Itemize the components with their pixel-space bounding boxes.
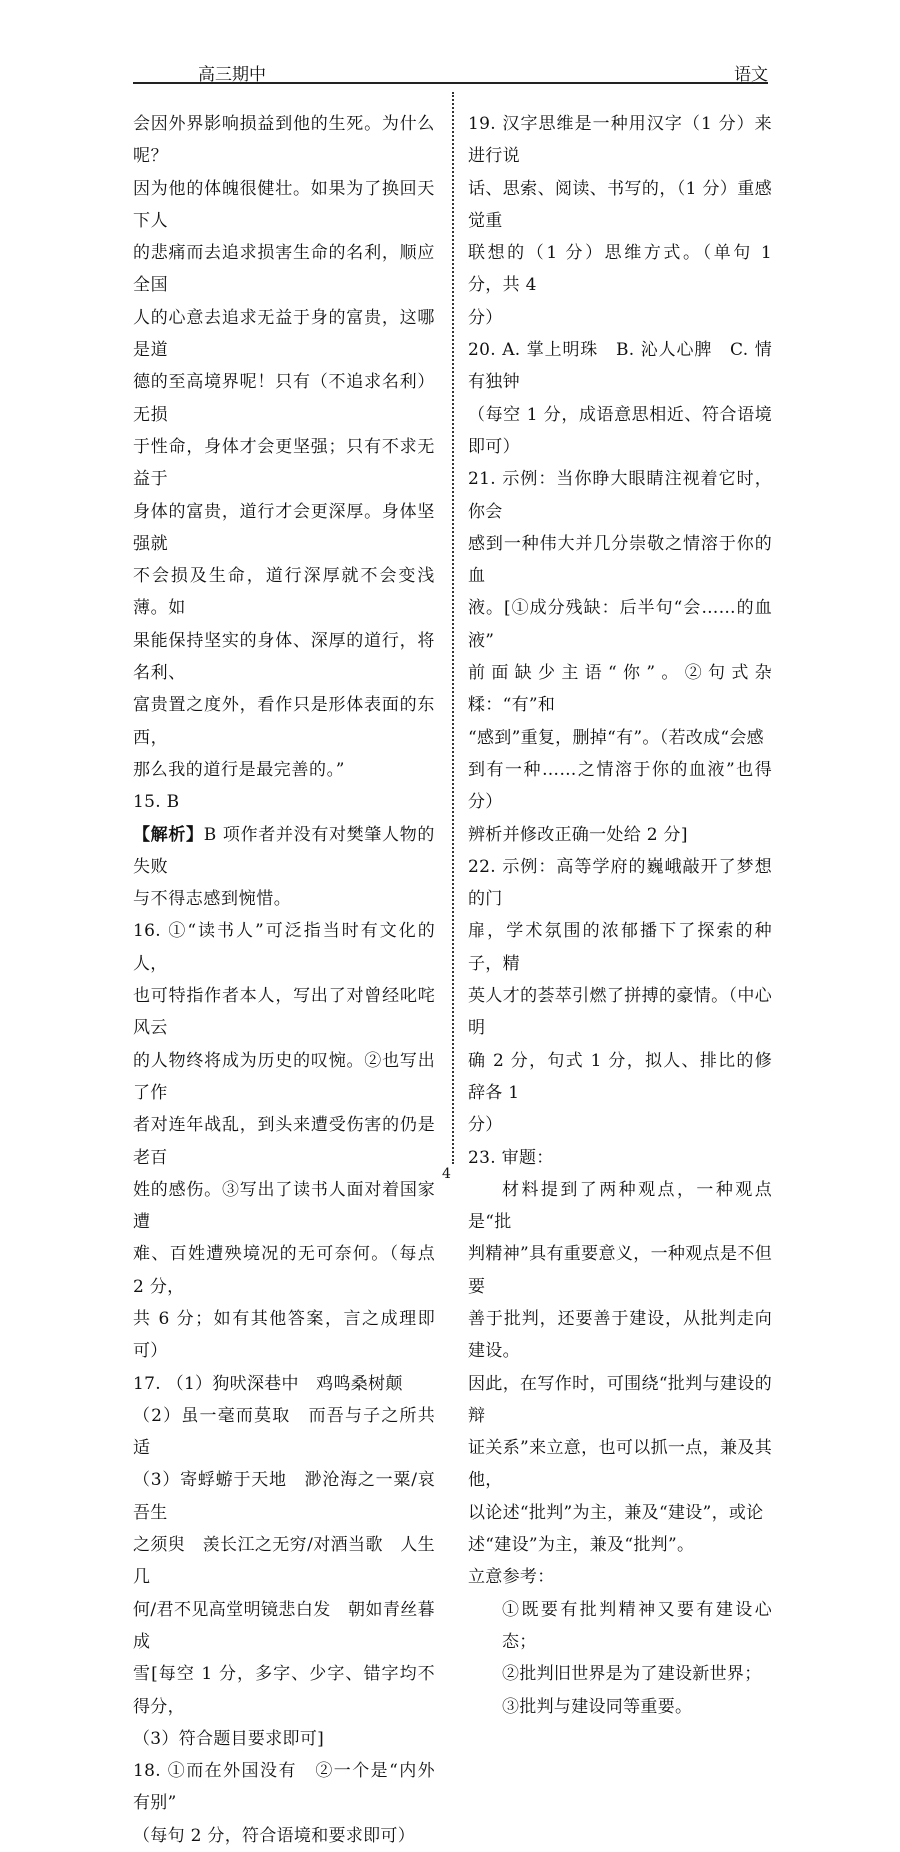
text-line: “感到”重复，删掉“有”。（若改成“会感 bbox=[468, 727, 764, 748]
text-line: 何/君不见高堂明镜悲白发 朝如青丝暮成 bbox=[133, 1599, 435, 1652]
q22-answer bbox=[468, 851, 772, 1142]
text-line: 16. ①“读书人”可泛指当时有文化的人， bbox=[133, 921, 435, 974]
text-line: （每句 2 分，符合语境和要求即可） bbox=[133, 1825, 416, 1846]
text-line: （2）虽一毫而莫取 而吾与子之所共适 bbox=[133, 1405, 435, 1459]
text-line: 于性命，身体才会更坚强；只有不求无益于 bbox=[133, 436, 435, 490]
text-line: （每空 1 分，成语意思相近、符合语境即可） bbox=[468, 404, 772, 457]
text-line: 述“建设”为主，兼及“批判”。 bbox=[468, 1535, 695, 1556]
text-line: 22. 示例：高等学府的巍峨敲开了梦想的门 bbox=[468, 856, 772, 910]
text-line: 身体的富贵，道行才会更深厚。身体坚强就 bbox=[133, 501, 435, 554]
q14-quote bbox=[133, 108, 435, 786]
text-line: 果能保持坚实的身体、深厚的道行，将名利、 bbox=[133, 630, 435, 684]
text-line: B 项作者并没有对樊肇人物的失败 bbox=[133, 824, 436, 877]
text-line: 分） bbox=[468, 307, 503, 328]
text-line: 善于批判，还要善于建设，从批判走向建设。 bbox=[468, 1308, 772, 1362]
text-line: （3）寄蜉蝣于天地 渺沧海之一粟/哀吾生 bbox=[133, 1470, 435, 1523]
page-header bbox=[133, 60, 768, 84]
text-line: 到有一种……之情溶于你的血液”也得分） bbox=[468, 759, 772, 813]
text-line: 话、思索、阅读、书写的，（1 分）重感觉重 bbox=[468, 178, 772, 231]
text-line: （3）符合题目要求即可] bbox=[133, 1728, 325, 1749]
q16-answer bbox=[133, 915, 435, 1367]
text-line: 确 2 分，句式 1 分，拟人、排比的修辞各 1 bbox=[468, 1050, 772, 1103]
text-line: 材料提到了两种观点，一种观点是“批 bbox=[468, 1179, 772, 1233]
text-line: 联想的（1 分）思维方式。（单句 1 分，共 4 bbox=[468, 243, 772, 296]
text-line: 与不得志感到惋惜。 bbox=[133, 889, 292, 910]
text-line: 因此，在写作时，可围绕“批判与建设的辩 bbox=[468, 1373, 772, 1426]
text-line: 会因外界影响损益到他的生死。为什么呢？ bbox=[133, 114, 435, 167]
text-line: 也可特指作者本人，写出了对曾经叱咤风云 bbox=[133, 986, 435, 1039]
text-line: 扉，学术氛围的浓郁播下了探索的种子，精 bbox=[468, 921, 772, 974]
text-line: 那么我的道行是最完善的。” bbox=[133, 759, 345, 780]
reference-item: ①既要有批判精神又要有建设心态； bbox=[502, 1599, 772, 1652]
text-line: 德的至高境界呢！只有（不追求名利）无损 bbox=[133, 372, 435, 425]
text-line: 分） bbox=[468, 1115, 503, 1136]
q15-answer: 15. B bbox=[133, 792, 180, 813]
text-line: 英人才的荟萃引燃了拼搏的豪情。（中心明 bbox=[468, 986, 772, 1039]
text-line: 18. ①而在外国没有 ②一个是“内外有别” bbox=[133, 1761, 435, 1814]
text-line: 17. （1）狗吠深巷中 鸡鸣桑树颠 bbox=[133, 1373, 403, 1394]
text-line: 前面缺少主语“你”。②句式杂糅：“有”和 bbox=[468, 663, 772, 716]
q18-answer bbox=[133, 1755, 435, 1852]
right-column bbox=[468, 108, 772, 1723]
text-line: 判精神”具有重要意义，一种观点是不但要 bbox=[468, 1244, 772, 1297]
text-line: 不会损及生命，道行深厚就不会变浅薄。如 bbox=[133, 566, 435, 619]
q19-answer bbox=[468, 108, 772, 334]
subject-label: 语文 bbox=[734, 65, 768, 85]
text-line: 证关系”来立意，也可以抓一点，兼及其他， bbox=[468, 1438, 772, 1491]
q23-heading: 23. 审题： bbox=[468, 1147, 554, 1168]
text-line: 雪[每空 1 分，多字、少字、错字均不得分， bbox=[133, 1664, 435, 1717]
text-line: 以论述“批判”为主，兼及“建设”，或论 bbox=[468, 1502, 764, 1523]
text-line: 因为他的体魄很健壮。如果为了换回天下人 bbox=[133, 178, 435, 231]
reference-item: ③批判与建设同等重要。 bbox=[502, 1696, 693, 1717]
text-line: 难、百姓遭殃境况的无可奈何。（每点 2 分， bbox=[133, 1244, 435, 1297]
q15-analysis bbox=[133, 819, 435, 884]
text-line: 者对连年战乱，到头来遭受伤害的仍是老百 bbox=[133, 1115, 435, 1168]
exam-title: 高三期中 bbox=[198, 65, 266, 85]
q21-answer bbox=[468, 463, 772, 851]
q23-answer bbox=[468, 1142, 772, 1723]
text-line: 共 6 分；如有其他答案，言之成理即可） bbox=[133, 1308, 435, 1362]
text-line: 21. 示例：当你睁大眼睛注视着它时，你会 bbox=[468, 469, 772, 522]
text-line: 之须臾 羡长江之无穷/对酒当歌 人生几 bbox=[133, 1535, 435, 1588]
text-line: 20. A. 掌上明珠 B. 沁人心脾 C. 情有独钟 bbox=[468, 340, 772, 393]
text-line: 的人物终将成为历史的叹惋。②也写出了作 bbox=[133, 1050, 435, 1103]
q17-answer bbox=[133, 1368, 435, 1756]
text-line: 的悲痛而去追求损害生命的名利，顺应全国 bbox=[133, 243, 435, 296]
reference-item: ②批判旧世界是为了建设新世界； bbox=[502, 1664, 762, 1685]
text-line: 富贵置之度外，看作只是形体表面的东西， bbox=[133, 695, 435, 748]
reference-heading: 立意参考： bbox=[468, 1567, 555, 1588]
text-line: 19. 汉字思维是一种用汉字（1 分）来进行说 bbox=[468, 114, 772, 167]
q20-answer bbox=[468, 334, 772, 463]
column-divider bbox=[452, 92, 454, 1164]
text-line: 姓的感伤。③写出了读书人面对着国家遭 bbox=[133, 1179, 435, 1233]
text-line: 液。[①成分残缺：后半句“会……的血液” bbox=[468, 598, 772, 651]
text-line: 人的心意去追求无益于身的富贵，这哪是道 bbox=[133, 307, 435, 361]
analysis-label: 【解析】 bbox=[133, 824, 204, 845]
page-number: 4 bbox=[442, 1166, 451, 1182]
text-line: 感到一种伟大并几分崇敬之情溶于你的血 bbox=[468, 533, 772, 587]
text-line: 辨析并修改正确一处给 2 分] bbox=[468, 824, 688, 845]
left-column bbox=[133, 108, 435, 1852]
